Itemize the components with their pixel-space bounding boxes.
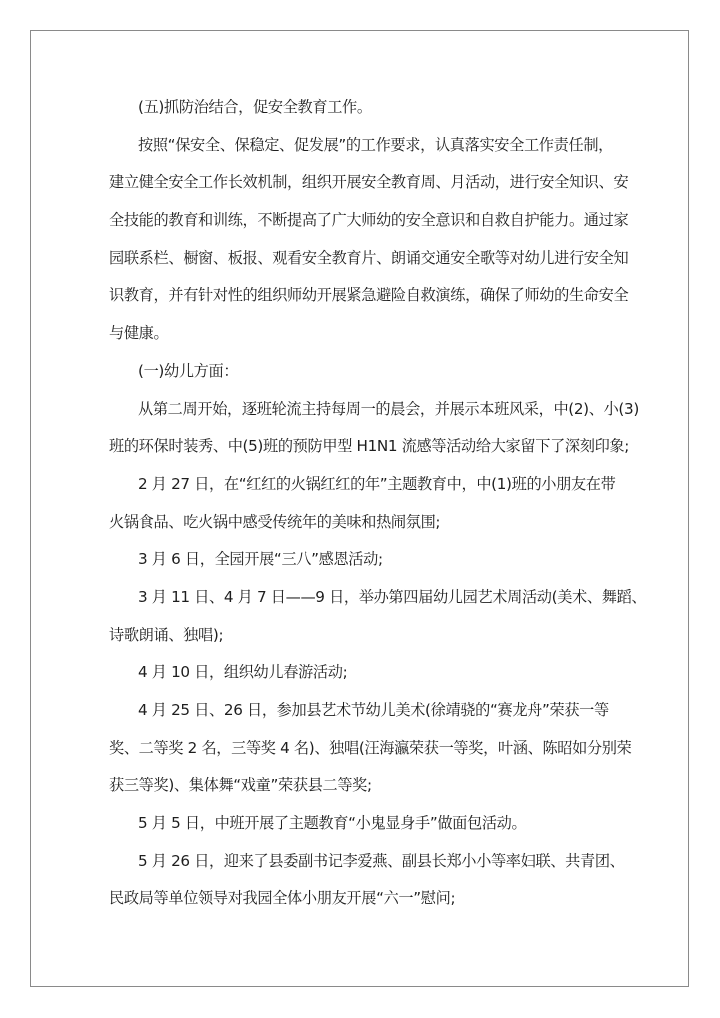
text-line: 民政局等单位领导对我园全体小朋友开展“六一”慰问; bbox=[109, 889, 456, 908]
paragraph bbox=[109, 353, 629, 391]
text-line: 按照“保安全、保稳定、促发展”的工作要求，认真落实安全工作责任制， bbox=[138, 135, 613, 154]
text-line: 园联系栏、橱窗、板报、观看安全教育片、朗诵交通安全歌等对幼儿进行安全知 bbox=[109, 248, 629, 267]
text-line: 建立健全安全工作长效机制，组织开展安全教育周、月活动，进行安全知识、安 bbox=[109, 173, 629, 192]
text-line: 3 月 11 日、4 月 7 日——9 日，举办第四届幼儿园艺术周活动(美术、舞蹈、 bbox=[138, 587, 647, 606]
paragraph bbox=[109, 391, 639, 466]
text-line: 从第二周开始，逐班轮流主持每周一的晨会，并展示本班风采，中(2)、小(3) bbox=[138, 399, 639, 418]
text-line: 识教育，并有针对性的组织师幼开展紧急避险自救演练，确保了师幼的生命安全 bbox=[109, 286, 629, 305]
text-line: 5 月 26 日，迎来了县委副书记李爱燕、副县长郑小小等率妇联、共青团、 bbox=[138, 851, 625, 870]
text-line: 班的环保时装秀、中(5)班的预防甲型 H1N1 流感等活动给大家留下了深刻印象; bbox=[109, 437, 630, 456]
text-line: 全技能的教育和训练，不断提高了广大师幼的安全意识和自救自护能力。通过家 bbox=[109, 211, 629, 230]
text-line: 4 月 25 日、26 日，参加县艺术节幼儿美术(徐靖骁的“赛龙舟”荣获一等 bbox=[138, 701, 609, 719]
text-line: 诗歌朗诵、独唱); bbox=[109, 625, 224, 644]
text-line: 5 月 5 日，中班开展了主题教育“小鬼显身手”做面包活动。 bbox=[138, 814, 527, 833]
text-line: 3 月 6 日，全园开展“三八”感恩活动; bbox=[138, 550, 383, 569]
paragraph bbox=[109, 654, 629, 692]
paragraph bbox=[109, 805, 629, 843]
text-line: (五)抓防治结合，促安全教育工作。 bbox=[138, 98, 372, 116]
text-line: 2 月 27 日，在“红红的火锅红红的年”主题教育中，中(1)班的小朋友在带 bbox=[138, 474, 616, 493]
text-line: 火锅食品、吃火锅中感受传统年的美味和热闹氛围; bbox=[109, 512, 441, 531]
document-body bbox=[109, 89, 647, 918]
text-line: 奖、二等奖 2 名，三等奖 4 名)、独唱(汪海瀛荣获一等奖，叶涵、陈昭如分别荣 bbox=[109, 738, 632, 757]
text-line: 4 月 10 日，组织幼儿春游活动; bbox=[138, 663, 348, 682]
paragraph bbox=[109, 579, 647, 654]
paragraph bbox=[109, 541, 629, 579]
paragraph bbox=[109, 127, 629, 353]
paragraph bbox=[109, 89, 629, 127]
paragraph bbox=[109, 466, 629, 541]
text-line: 获三等奖)、集体舞“戏童”荣获县二等奖; bbox=[109, 776, 372, 795]
paragraph bbox=[109, 692, 632, 805]
paragraph bbox=[109, 843, 629, 918]
text-line: 与健康。 bbox=[109, 324, 169, 343]
text-line: (一)幼儿方面： bbox=[138, 361, 239, 380]
